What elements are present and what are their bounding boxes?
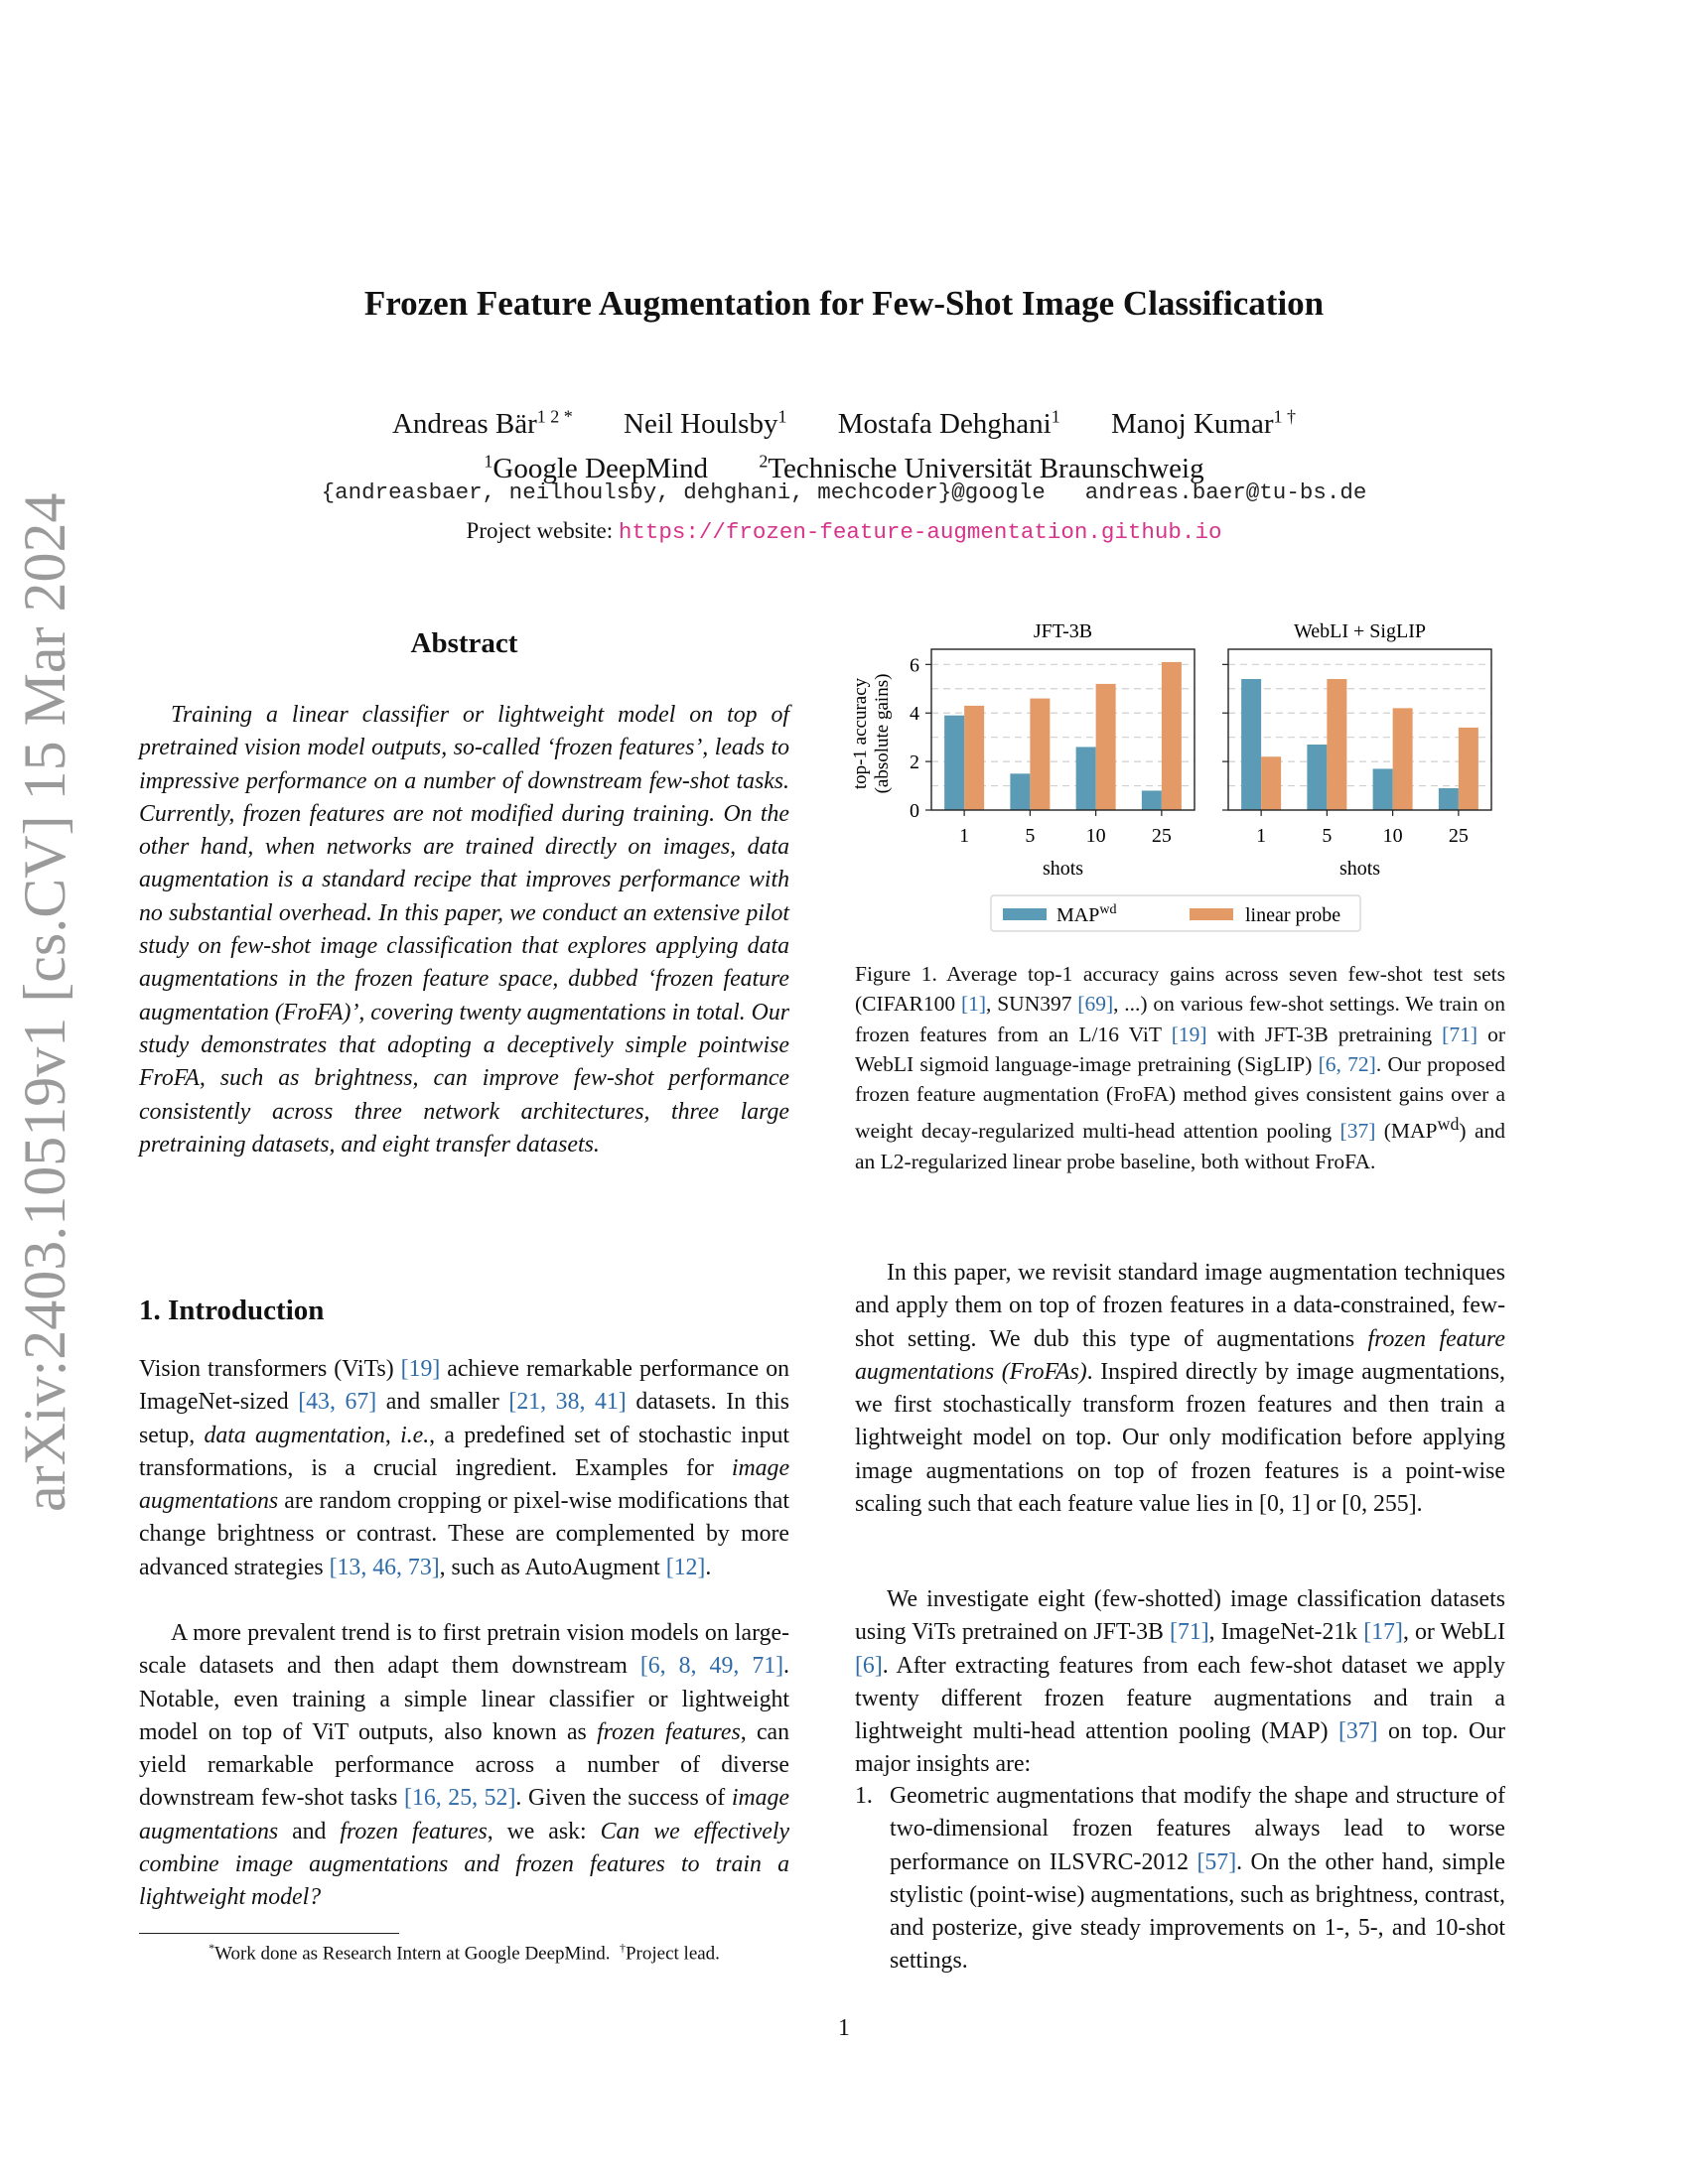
text-run: . Our proposed frozen feature augmentation (FroFA) method gives consistent gains over a weight decay-regularized multi-head attention pooling (855, 1051, 1505, 1144)
citation-link[interactable]: [57] (1196, 1848, 1237, 1875)
bar-linear-probe (1030, 699, 1050, 810)
bar-linear-probe (1459, 728, 1478, 810)
citation-link[interactable]: [6, 72] (1318, 1051, 1376, 1076)
text-run: datasets. In this setup, (139, 1389, 789, 1448)
list-number: 1. (855, 1783, 873, 1809)
x-tick-label: 5 (1322, 825, 1333, 847)
footnote-marker: † (619, 1941, 626, 1955)
text-run: A more prevalent trend is to first pretrain vision models on large-scale datasets and then adapt them downstream (139, 1620, 789, 1680)
insights-list (855, 1780, 1505, 1979)
text-run: or WebLI sigmoid language-image pretraining (SigLIP) (855, 1022, 1505, 1076)
bar-map (1307, 745, 1327, 810)
list-item-text (890, 1780, 1505, 1979)
list-item (855, 1780, 1505, 1979)
panel-title: JFT-3B (1033, 620, 1093, 642)
text-run: . After extracting features from each few-shot dataset we apply twenty different frozen feature augmentations and train a lightweight multi-head attention pooling (MAP) (855, 1652, 1505, 1745)
y-tick-label: 4 (910, 703, 919, 726)
text-run: with JFT-3B pretraining (1206, 1022, 1443, 1046)
text-run: . Inspired directly by image augmentations, we first stochastically transform frozen features and then train a lightweight model on top. Our only modification before applying image augmentations on top of frozen features is a point-wise scaling such that each feature value lies in [0, 1] or [0, 255]. (855, 1358, 1505, 1518)
text-run: . Given the success of (515, 1785, 732, 1812)
author-emails (0, 479, 1688, 505)
bar-linear-probe (1162, 662, 1182, 810)
author-1 (392, 408, 573, 440)
author-name: Manoj Kumar (1111, 407, 1274, 440)
citation-link[interactable]: [43, 67] (298, 1389, 377, 1416)
citation-link[interactable]: [17] (1363, 1619, 1403, 1646)
emphasis: frozen feature augmentations (FroFAs) (855, 1325, 1505, 1385)
figure-1-caption (855, 959, 1505, 1176)
bar-map (1142, 790, 1162, 810)
paper-title: Frozen Feature Augmentation for Few-Shot Image Classification (363, 284, 1325, 323)
emphasis: image augmentations (139, 1785, 789, 1844)
bar-linear-probe (1327, 679, 1346, 810)
legend-label-linear-probe: linear probe (1245, 904, 1341, 926)
email-google: {andreasbaer, neilhoulsby, dehghani, mechcoder}@google (321, 479, 1046, 505)
intro-paragraph-1 (139, 1353, 789, 1584)
bar-linear-probe (1261, 756, 1281, 810)
author-2 (624, 408, 786, 440)
text-run: , ImageNet-21k (1208, 1619, 1364, 1646)
text-run: We investigate eight (few-shotted) image classification datasets using ViTs pretrained on JFT-3B (855, 1586, 1505, 1646)
author-3 (838, 408, 1060, 440)
citation-link[interactable]: [6, 8, 49, 71] (639, 1653, 784, 1680)
y-axis-label: top-1 accuracy (850, 677, 871, 790)
footnote-text: Work done as Research Intern at Google DeepMind. (214, 1943, 611, 1965)
citation-link[interactable]: [6] (855, 1652, 883, 1679)
text-run: achieve remarkable performance on ImageNet-sized (139, 1356, 790, 1416)
email-tubs: andreas.baer@tu-bs.de (1084, 479, 1367, 505)
section-heading-introduction: 1. Introduction (139, 1295, 325, 1326)
y-tick-label: 2 (910, 751, 919, 774)
citation-link[interactable]: [37] (1339, 1119, 1376, 1144)
citation-link[interactable]: [19] (1171, 1022, 1207, 1046)
bar-map (1010, 773, 1030, 810)
citation-link[interactable]: [37] (1337, 1718, 1378, 1745)
intro-paragraph-2 (139, 1617, 789, 1915)
citation-link[interactable]: [71] (1170, 1619, 1209, 1646)
project-website (0, 518, 1688, 545)
citation-link[interactable]: [12] (665, 1554, 706, 1580)
emphasis: data augmentation (204, 1422, 385, 1448)
text-run: . On the other hand, simple stylistic (point-wise) augmentations, such as brightness, contrast, and posterize, give steady improvements on 1-, 5-, and 10-shot settings. (890, 1848, 1505, 1975)
right-paragraph-2 (855, 1583, 1505, 1782)
text-run: . Notable, even training a simple linear classifier or lightweight model on top of ViT outputs, also known as (139, 1653, 789, 1745)
text-run: Geometric augmentations that modify the shape and structure of two-dimensional frozen features always lead to worse performance on ILSVRC-2012 (890, 1783, 1505, 1875)
footnote-marker: * (209, 1941, 215, 1955)
author-list (0, 397, 1688, 443)
author-block (0, 397, 1688, 487)
page-number: 1 (838, 2015, 850, 2041)
abstract-heading: Abstract (410, 627, 518, 659)
bar-map (1439, 788, 1459, 810)
bar-map (944, 716, 964, 810)
footnote (139, 1941, 789, 1965)
legend-label-map: $MAP^{wd}$ (1056, 902, 1117, 926)
footnote-rule (139, 1933, 399, 1934)
x-axis-label: shots (1338, 858, 1381, 880)
author-name: Mostafa Dehghani (837, 407, 1052, 440)
superscript: wd (1437, 1114, 1460, 1135)
author-sup: 1 † (1273, 406, 1296, 426)
x-axis-label: shots (1042, 858, 1084, 880)
text-run: . (705, 1554, 712, 1580)
bar-linear-probe (964, 706, 984, 810)
bar-linear-probe (1393, 708, 1413, 810)
x-tick-label: 10 (1085, 825, 1106, 847)
text-run: and smaller (376, 1389, 509, 1416)
text-run: , or WebLI (1402, 1619, 1505, 1646)
author-name: Neil Houlsby (624, 407, 778, 440)
citation-link[interactable]: [21, 38, 41] (508, 1389, 627, 1416)
x-tick-label: 25 (1448, 825, 1469, 847)
emphasis: image augmentations (139, 1454, 789, 1515)
text-run: are random cropping or pixel-wise modifications that change brightness or contrast. These are complemented by more advanced strategies (139, 1488, 789, 1580)
affiliation-name: Google DeepMind (492, 453, 709, 485)
emphasis: i.e. (400, 1422, 430, 1448)
emphasis: frozen features (597, 1718, 741, 1745)
citation-link[interactable]: [19] (400, 1356, 441, 1382)
emphasis: Can we effectively combine image augmentations and frozen features to train a lightweight model? (139, 1818, 790, 1911)
figure-1-chart (844, 608, 1519, 945)
y-axis-label: (absolute gains) (872, 673, 893, 794)
text-run: , a predefined set of stochastic input transformations, is a crucial ingredient. Examples for (139, 1422, 789, 1481)
text-run: (MAP (1375, 1119, 1438, 1144)
bar-map (1076, 747, 1096, 810)
text-run: , ...) on various few-shot settings. We train on frozen features from an L/16 ViT (855, 992, 1505, 1046)
author-4 (1111, 408, 1296, 440)
text-run: In this paper, we revisit standard image augmentation techniques and apply them on top of frozen features in a data-constrained, few-shot setting. We dub this type of augmentations (855, 1260, 1505, 1352)
text-run: Figure 1. Average top-1 accuracy gains across seven few-shot test sets (CIFAR100 (855, 962, 1505, 1017)
text-run: , such as AutoAugment (439, 1554, 666, 1580)
text-run: and (278, 1818, 341, 1844)
author-sup: 1 2 * (536, 406, 573, 426)
affiliation-sup: 2 (759, 451, 769, 472)
x-tick-label: 25 (1151, 825, 1172, 847)
author-sup: 1 (1051, 406, 1060, 426)
text-run: , (384, 1422, 401, 1448)
bar-map (1241, 679, 1261, 810)
right-paragraph-1 (855, 1257, 1505, 1521)
text-run: on top. Our major insights are: (855, 1718, 1505, 1778)
x-tick-label: 1 (1256, 825, 1267, 847)
text-run: , we ask: (487, 1818, 601, 1844)
website-label: Project website: (466, 518, 614, 543)
x-tick-label: 1 (959, 825, 970, 847)
legend-label-sup: wd (1099, 902, 1117, 917)
bar-map (1373, 768, 1393, 810)
y-tick-label: 6 (910, 654, 919, 677)
x-tick-label: 5 (1025, 825, 1036, 847)
affiliation-sup: 1 (484, 451, 493, 472)
text-run: , SUN397 (986, 992, 1078, 1017)
legend-swatch-linear-probe (1190, 908, 1233, 920)
citation-link[interactable]: [1] (960, 992, 987, 1017)
text-run: ) and an L2-regularized linear probe baseline, both without FroFA. (855, 1119, 1506, 1173)
bar-linear-probe (1096, 684, 1116, 810)
arxiv-stamp: arXiv:2403.10519v1 [cs.CV] 15 Mar 2024 (12, 492, 77, 1512)
y-tick-label: 0 (910, 800, 919, 822)
citation-link[interactable]: [69] (1077, 992, 1114, 1017)
website-link[interactable]: https://frozen-feature-augmentation.github.io (618, 519, 1222, 545)
abstract-body: Training a linear classifier or lightweight model on top of pretrained vision model outputs, so-called ‘frozen features’, leads to impressive performance on a number of downstream few-shot tasks. Currently, frozen features are not modified during training. On the other hand, when networks are trained directly on images, data augmentation is a standard recipe that improves performance with no substantial overhead. In this paper, we conduct an extensive pilot study on few-shot image classification that explores applying data augmentations in the frozen feature space, dubbed ‘frozen feature augmentation (FroFA)’, covering twenty augmentations in total. Our study demonstrates that adopting a deceptively simple pointwise FroFA, such as brightness, can improve few-shot performance consistently across three network architectures, three large pretraining datasets, and eight transfer datasets. (139, 702, 789, 1158)
x-tick-label: 10 (1382, 825, 1403, 847)
emphasis: frozen features (340, 1818, 488, 1844)
footnote-text: Project lead. (625, 1943, 720, 1965)
author-sup: 1 (777, 406, 787, 426)
affiliation-name: Technische Universität Braunschweig (768, 453, 1204, 485)
legend-swatch-map (1003, 908, 1047, 920)
citation-link[interactable]: [71] (1442, 1022, 1477, 1046)
citation-link[interactable]: [13, 46, 73] (329, 1554, 440, 1580)
text-run: , can yield remarkable performance across a number of diverse downstream few-shot tasks (139, 1718, 790, 1812)
panel-title: WebLI + SigLIP (1294, 620, 1426, 642)
citation-link[interactable]: [16, 25, 52] (404, 1785, 516, 1812)
text-run: Vision transformers (ViTs) (139, 1356, 401, 1382)
author-name: Andreas Bär (391, 407, 537, 440)
